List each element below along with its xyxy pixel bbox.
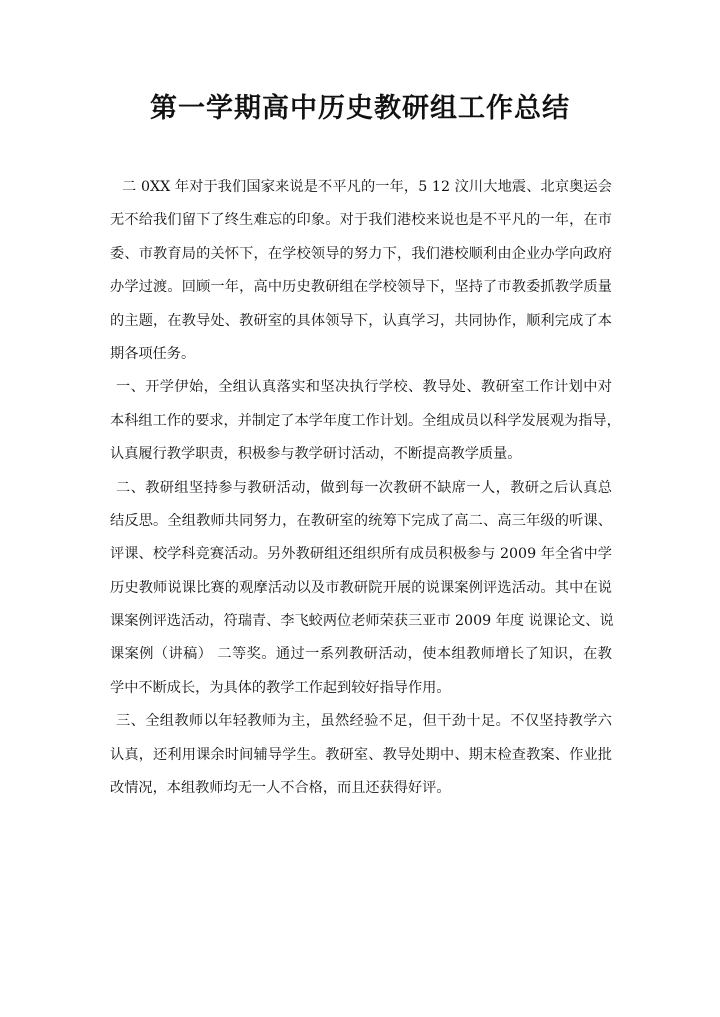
text-line: 课案例评选活动，符瑞青、李飞蛟两位老师荣获三亚市 2009 年度 说课论文、说 — [110, 613, 614, 630]
text-line: 认真，还利用课余时间辅导学生。教研室、教导处期中、期末检查教案、作业批 — [110, 746, 612, 763]
text-line: 评课、校学科竞赛活动。另外教研组还组织所有成员积极参与 2009 年全省中学 — [110, 546, 612, 563]
text-line: 二 0XX 年对于我们国家来说是不平凡的一年，5 12 汶川大地震、北京奥运会 — [122, 179, 612, 195]
text-line: 三、全组教师以年轻教师为主，虽然经验不足，但干劲十足。不仅坚持教学六 — [116, 713, 612, 730]
text-line: 委、市教育局的关怀下，在学校领导的努力下，我们港校顺利由企业办学向政府 — [110, 245, 612, 262]
document-body — [110, 171, 621, 805]
text-line: 一、开学伊始，全组认真落实和坚决执行学校、教导处、教研室工作计划中对 — [116, 379, 612, 396]
text-line: 本科组工作的要求，并制定了本学年度工作计划。全组成员以科学发展观为指导， — [110, 412, 621, 429]
text-line: 结反思。全组教师共同努力，在教研室的统筹下完成了高二、高三年级的听课、 — [110, 512, 612, 529]
text-line: 改情况，本组教师均无一人不合格，而且还获得好评。 — [110, 780, 451, 797]
text-line: 无不给我们留下了终生难忘的印象。对于我们港校来说也是不平凡的一年，在市 — [110, 212, 612, 229]
text-line: 课案例（讲稿） 二等奖。通过一系列教研活动，使本组教师增长了知识，在教 — [110, 646, 612, 663]
paragraph-section-2 — [110, 472, 612, 706]
paragraph-intro — [110, 171, 612, 371]
text-line: 的主题，在教导处、教研室的具体领导下，认真学习，共同协作，顺利完成了本 — [110, 312, 612, 329]
text-line: 认真履行教学职责，积极参与教学研讨活动，不断提高教学质量。 — [110, 446, 522, 463]
text-line: 办学过渡。回顾一年，高中历史教研组在学校领导下，坚持了市教委抓教学质量 — [110, 279, 612, 296]
paragraph-section-3 — [110, 705, 612, 805]
text-line: 学中不断成长，为具体的教学工作起到较好指导作用。 — [110, 679, 451, 696]
paragraph-section-1 — [110, 371, 621, 471]
text-line: 期各项任务。 — [110, 345, 196, 362]
text-line: 历史教师说课比赛的观摩活动以及市教研院开展的说课案例评选活动。其中在说 — [110, 579, 612, 596]
document-title: 第一学期高中历史教研组工作总结 — [150, 93, 570, 124]
text-line: 二、教研组坚持参与教研活动，做到每一次教研不缺席一人，教研之后认真总 — [116, 479, 612, 496]
